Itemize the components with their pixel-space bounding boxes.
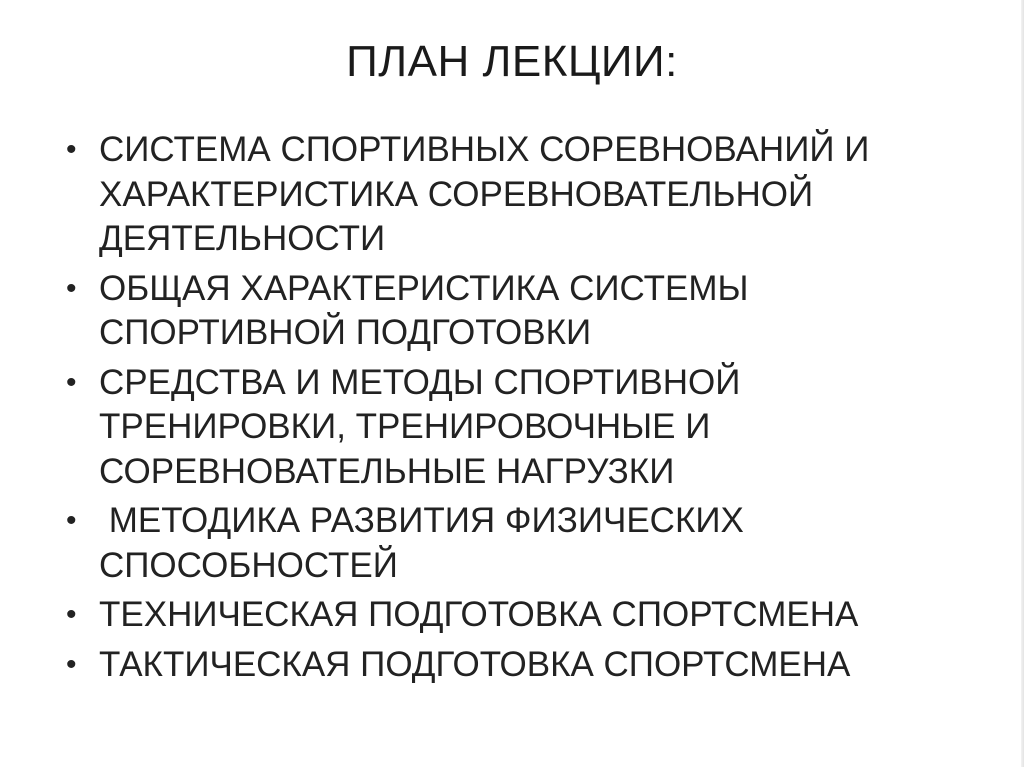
plan-item-line: СОРЕВНОВАТЕЛЬНЫЕ НАГРУЗКИ [99, 451, 675, 491]
bullet-icon: • [66, 647, 77, 681]
plan-item-line: СПОРТИВНОЙ ПОДГОТОВКИ [99, 313, 592, 352]
plan-item-line: ТАКТИЧЕСКАЯ ПОДГОТОВКА СПОРТСМЕНА [99, 644, 851, 684]
lecture-plan-list [66, 128, 966, 692]
bullet-icon: • [66, 504, 77, 537]
plan-item-line: ТЕХНИЧЕСКАЯ ПОДГОТОВКА СПОРТСМЕНА [99, 595, 859, 634]
plan-item-line: СИСТЕМА СПОРТИВНЫХ СОРЕВНОВАНИЙ И [99, 130, 870, 169]
plan-item-text [99, 267, 966, 356]
plan-item-line: МЕТОДИКА РАЗВИТИЯ ФИЗИЧЕСКИХ [99, 501, 744, 540]
plan-item-line: ТРЕНИРОВКИ, ТРЕНИРОВОЧНЫЕ И [99, 407, 711, 446]
plan-item-3 [66, 361, 966, 495]
bullet-icon: • [66, 133, 77, 166]
plan-item-text [99, 361, 966, 495]
slide-title: ПЛАН ЛЕКЦИИ: [346, 37, 678, 86]
plan-item-line: ХАРАКТЕРИСТИКА СОРЕВНОВАТЕЛЬНОЙ [99, 174, 814, 214]
bullet-icon: • [66, 271, 77, 305]
plan-item-line: СПОСОБНОСТЕЙ [99, 545, 398, 585]
plan-item-text [99, 499, 966, 588]
bullet-icon: • [66, 598, 77, 631]
plan-item-6 [66, 643, 966, 688]
plan-item-1 [66, 128, 966, 262]
plan-item-text [99, 128, 966, 262]
plan-item-text [99, 643, 966, 688]
plan-item-line: СРЕДСТВА И МЕТОДЫ СПОРТИВНОЙ [99, 362, 741, 402]
plan-item-4 [66, 499, 966, 588]
plan-item-text [99, 593, 966, 638]
plan-item-5 [66, 593, 966, 638]
plan-item-line: ОБЩАЯ ХАРАКТЕРИСТИКА СИСТЕМЫ [99, 268, 749, 308]
bullet-icon: • [66, 365, 77, 399]
plan-item-2 [66, 267, 966, 356]
plan-item-line: ДЕЯТЕЛЬНОСТИ [99, 219, 386, 258]
